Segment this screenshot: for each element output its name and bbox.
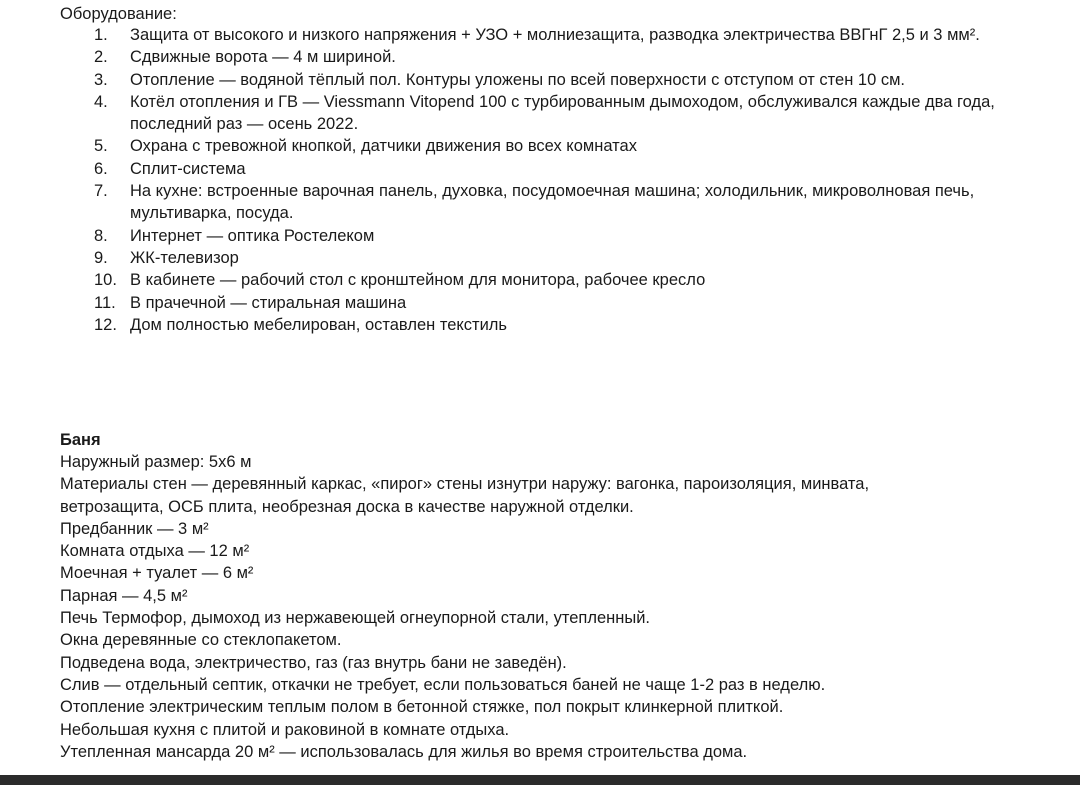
list-number: 9. [94,248,108,267]
banya-heading: Баня [60,431,101,449]
list-number: 8. [94,226,108,245]
list-number: 6. [94,159,108,178]
list-number: 12. [94,315,117,334]
list-text: Отопление — водяной тёплый пол. Контуры уложены по всей поверхности с отступом от стен 10 см. [130,70,906,89]
bottom-edge-bar [0,775,1080,785]
list-item [60,225,1020,247]
list-item [60,91,1020,136]
list-text: Котёл отопления и ГВ — Viessmann Vitopend 100 с турбированным дымоходом, обслуживался каждые два года, последний раз — осень 2022. [130,92,995,134]
list-item [60,247,1020,269]
text-line: Утепленная мансарда 20 м² — использовалась для жилья во время строительства дома. [60,742,748,761]
list-number: 1. [94,26,108,44]
list-item [60,158,1020,180]
list-number: 7. [94,182,108,201]
list-text: Защита от высокого и низкого напряжения + УЗО + молниезащита, разводка электричества ВВГнГ 2,5 и 3 мм². [130,26,980,44]
text-line: Слив — отдельный септик, откачки не требует, если пользоваться баней не чаще 1-2 раз в неделю. [60,675,826,694]
list-item [60,135,1020,157]
list-text: На кухне: встроенные варочная панель, духовка, посудомоечная машина; холодильник, микроволновая печь, мультиварка, посуда. [130,182,975,223]
text-line: Наружный размер: 5х6 м [60,453,252,471]
text-line: Моечная + туалет — 6 м² [60,564,254,583]
list-item [60,24,1020,46]
banya-description [60,451,1020,763]
text-line: Материалы стен — деревянный каркас, «пирог» стены изнутри наружу: вагонка, пароизоляция, минвата, ветрозащита, ОСБ плита, необрезная доска в качестве наружной отделки. [60,475,870,516]
list-item [60,269,1020,291]
list-item [60,314,1020,336]
list-text: Сдвижные ворота — 4 м шириной. [130,48,396,67]
list-text: Сплит-система [130,159,246,178]
list-number: 3. [94,70,108,89]
list-text: В кабинете — рабочий стол с кронштейном для монитора, рабочее кресло [130,271,706,290]
list-number: 2. [94,48,108,67]
list-text: В прачечной — стиральная машина [130,293,407,312]
text-line: Небольшая кухня с плитой и раковиной в комнате отдыха. [60,720,510,739]
list-number: 5. [94,137,108,156]
equipment-heading: Оборудование: [60,5,177,23]
text-line: Окна деревянные со стеклопакетом. [60,631,342,650]
equipment-list [60,24,1020,336]
list-number: 10. [94,271,117,290]
list-number: 4. [94,92,108,111]
text-line: Предбанник — 3 м² [60,519,209,538]
text-line: Подведена вода, электричество, газ (газ внутрь бани не заведён). [60,653,567,672]
list-text: Дом полностью мебелирован, оставлен текстиль [130,315,508,334]
list-item [60,46,1020,68]
text-line: Печь Термофор, дымоход из нержавеющей огнеупорной стали, утепленный. [60,609,651,628]
list-text: ЖК-телевизор [130,248,239,267]
list-item [60,180,1020,225]
list-item [60,292,1020,314]
text-line: Комната отдыха — 12 м² [60,542,250,561]
list-number: 11. [94,293,116,312]
list-text: Интернет — оптика Ростелеком [130,226,375,245]
text-line: Парная — 4,5 м² [60,586,188,605]
list-text: Охрана с тревожной кнопкой, датчики движения во всех комнатах [130,137,637,156]
list-item [60,69,1020,91]
text-line: Отопление электрическим теплым полом в бетонной стяжке, пол покрыт клинкерной плиткой. [60,698,784,717]
